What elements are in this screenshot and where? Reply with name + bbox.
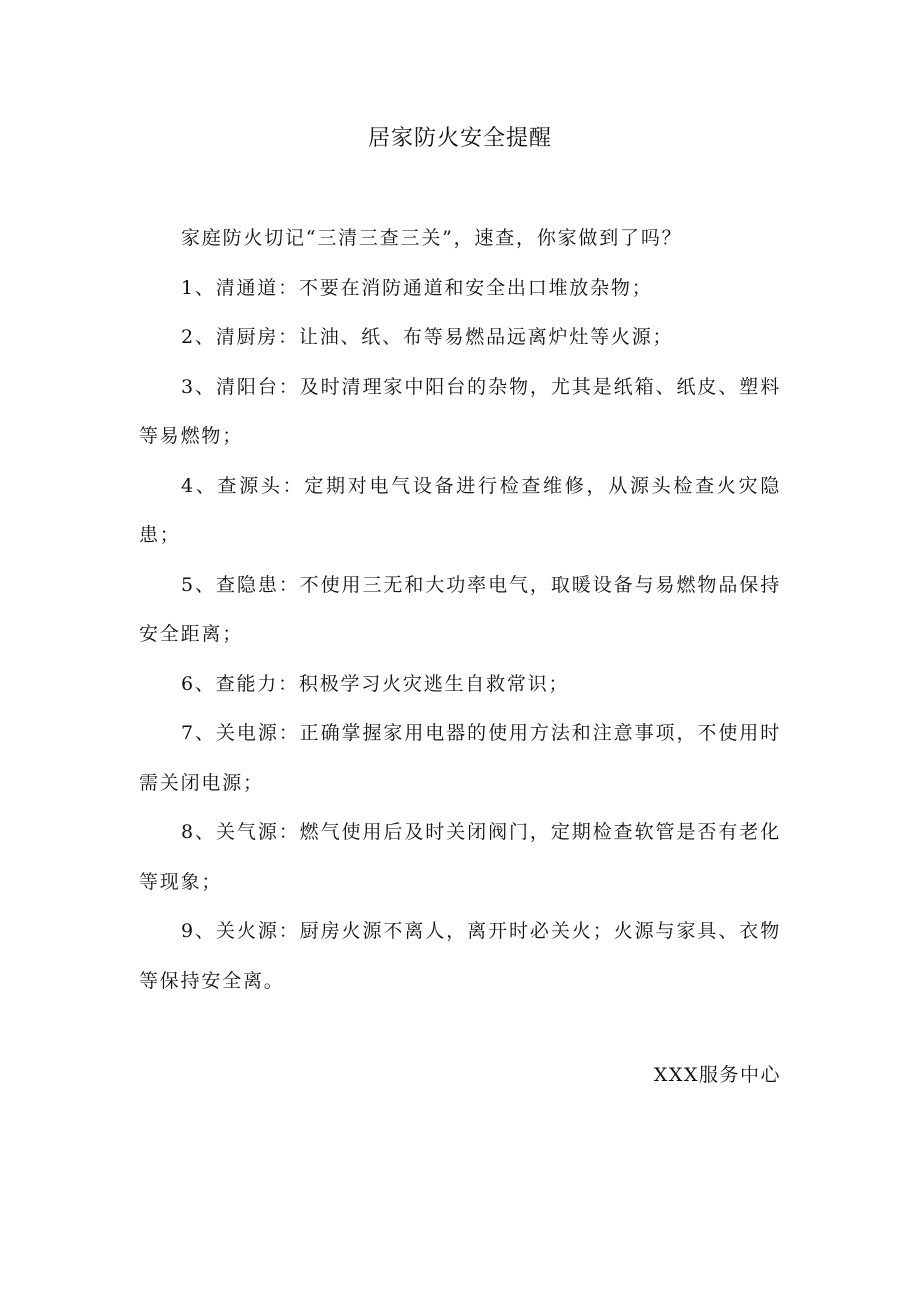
document-body: [139, 214, 781, 1006]
list-item: 4、查源头：定期对电气设备进行检查维修，从源头检查火灾隐患；: [139, 474, 781, 546]
list-item: 6、查能力：积极学习火灾逃生自救常识；: [181, 672, 570, 695]
list-item: 9、关火源：厨房火源不离人，离开时必关火；火源与家具、衣物等保持安全离。: [139, 920, 781, 992]
list-item: 1、清通道：不要在消防通道和安全出口堆放杂物；: [181, 276, 653, 299]
intro-paragraph: 家庭防火切记“三清三查三关”，速查，你家做到了吗？: [181, 227, 683, 249]
list-item: 7、关电源：正确掌握家用电器的使用方法和注意事项，不使用时需关闭电源；: [139, 722, 781, 794]
list-item: 5、查隐患：不使用三无和大功率电气，取暖设备与易燃物品保持安全距离；: [139, 573, 781, 645]
list-item: 2、清厨房：让油、纸、布等易燃品远离炉灶等火源；: [181, 326, 674, 348]
list-item: 3、清阳台：及时清理家中阳台的杂物，尤其是纸箱、纸皮、塑料等易燃物；: [139, 375, 781, 447]
page-title: 居家防火安全提醒: [367, 126, 552, 151]
list-item: 8、关气源：燃气使用后及时关闭阀门，定期检查软管是否有老化等现象；: [139, 821, 781, 893]
signature: XXX服务中心: [653, 1064, 781, 1086]
